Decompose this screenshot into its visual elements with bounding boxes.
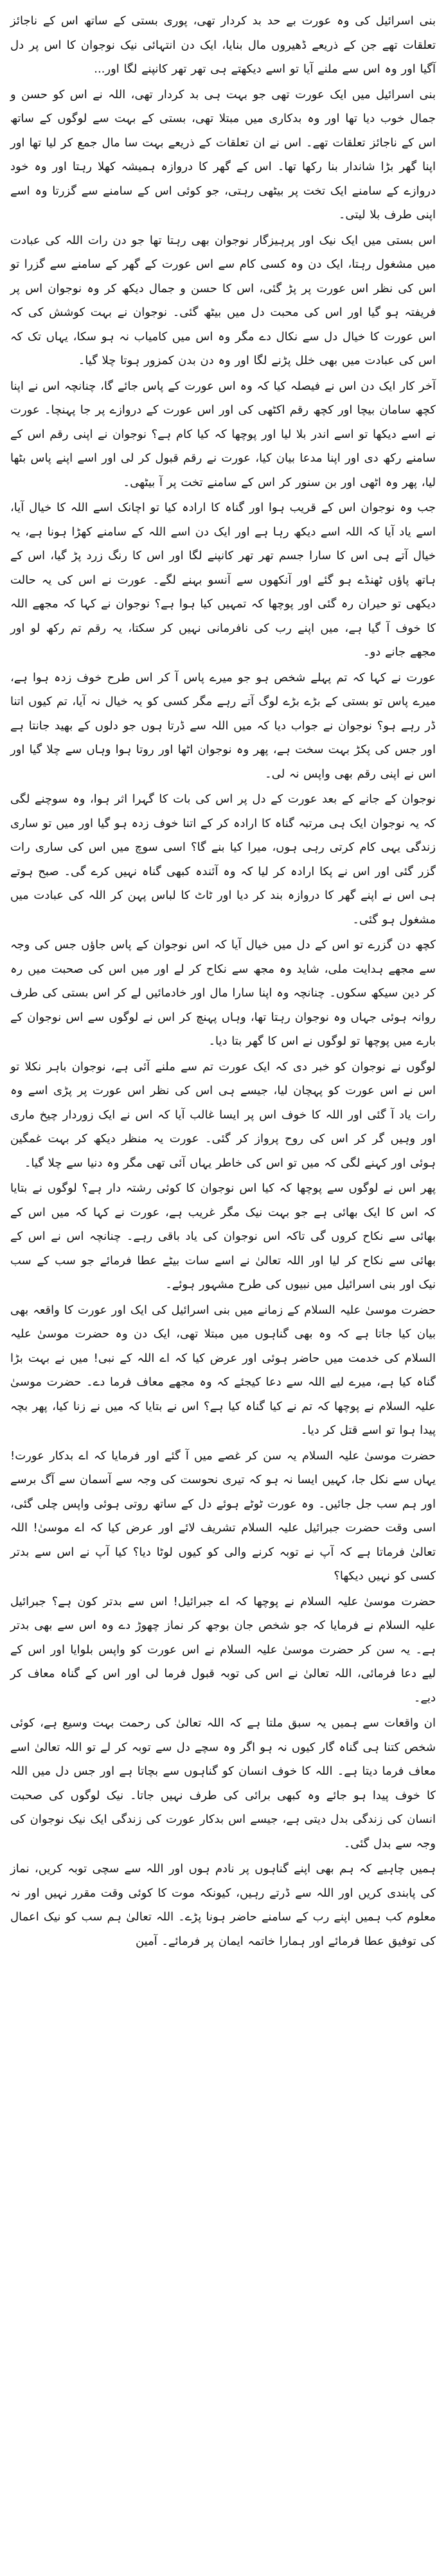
article-paragraph: جب وہ نوجوان اس کے قریب ہوا اور گناہ کا ارادہ کیا تو اچانک اسے اللہ کا خیال آیا، اسے یاد آیا کہ اللہ اسے دیکھ رہا ہے اور ایک دن اسے اللہ کے سامنے کھڑا ہونا ہے، یہ خیال آتے ہی اس کا سارا جسم تھر تھر کانپنے لگا اور اس کا رنگ زرد پڑ گیا، اس کے ہاتھ پاؤں ٹھنڈے ہو گئے اور آنکھوں سے آنسو بہنے لگے۔ عورت نے اس کی یہ حالت دیکھی تو حیران رہ گئی اور پوچھا کہ تمہیں کیا ہوا ہے؟ نوجوان نے کہا کہ مجھے اللہ کا خوف آ گیا ہے، میں اپنے رب کی نافرمانی نہیں کر سکتا، یہ رقم تم رکھ لو اور مجھے جانے دو۔	[10, 501, 436, 659]
article-paragraph: نوجوان کے جانے کے بعد عورت کے دل پر اس کی بات کا گہرا اثر ہوا، وہ سوچنے لگی کہ یہ نوجوان ایک ہی مرتبہ گناہ کا ارادہ کر کے اتنا خوف زدہ ہو گیا اور میں تو ساری زندگی یہی کام کرتی رہی ہوں، میرا کیا بنے گا؟ اسی سوچ میں اس کی ساری رات گزر گئی اور اس نے پکا ارادہ کر لیا کہ وہ آئندہ کبھی گناہ نہیں کرے گی۔ صبح ہوتے ہی اس نے اپنے گھر کا دروازہ بند کر دیا اور ٹاٹ کا لباس پہن کر اللہ کی عبادت میں مشغول ہو گئی۔	[10, 792, 436, 927]
article-paragraph: بنی اسرائیل کی وہ عورت بے حد بد کردار تھی، پوری بستی کے ساتھ اس کے ناجائز تعلقات تھے جن کے ذریعے ڈھیروں مال بنایا، ایک دن انتہائی نیک نوجوان کا اس پر دل آگیا اور وہ اس سے ملنے آیا تو اسے دیکھتے ہی تھر تھر کانپنے لگا اور...	[10, 14, 436, 76]
article-paragraph: ہمیں چاہیے کہ ہم بھی اپنے گناہوں پر نادم ہوں اور اللہ سے سچی توبہ کریں، نماز کی پابندی کریں اور اللہ سے ڈرتے رہیں، کیونکہ موت کا کوئی وقت مقرر نہیں اور نہ معلوم کب ہمیں اپنے رب کے سامنے حاضر ہونا پڑے۔ اللہ تعالیٰ ہم سب کو نیک اعمال کی توفیق عطا فرمائے اور ہمارا خاتمہ ایمان پر فرمائے۔ آمین	[10, 1862, 436, 1948]
article-paragraph: عورت نے کہا کہ تم پہلے شخص ہو جو میرے پاس آ کر اس طرح خوف زدہ ہوا ہے، میرے پاس تو بستی کے بڑے بڑے لوگ آتے رہے مگر کسی کو یہ خیال نہ آیا، تم کیوں اتنا ڈر رہے ہو؟ نوجوان نے جواب دیا کہ میں اللہ سے ڈرتا ہوں جو دلوں کے بھید جانتا ہے اور جس کی پکڑ بہت سخت ہے، پھر وہ نوجوان اٹھا اور روتا ہوا وہاں سے چلا گیا اور اس نے اپنی رقم بھی واپس نہ لی۔	[10, 670, 436, 781]
article-paragraph: بنی اسرائیل میں ایک عورت تھی جو بہت ہی بد کردار تھی، اللہ نے اس کو حسن و جمال خوب دیا تھا اور وہ بدکاری میں مبتلا تھی، بستی کے بہت سے لوگوں کے ساتھ اس کے ناجائز تعلقات تھے۔ اس نے ان تعلقات کے ذریعے بہت سا مال جمع کر لیا تھا اور اپنا گھر بڑا شاندار بنا رکھا تھا۔ اس کے گھر کا دروازہ ہمیشہ کھلا رہتا اور وہ خود دروازے کے سامنے ایک تخت پر بیٹھی رہتی، جو کوئی اس کے سامنے سے گزرتا وہ اسے اپنی طرف بلا لیتی۔	[10, 87, 436, 222]
article-paragraph: اس بستی میں ایک نیک اور پرہیزگار نوجوان بھی رہتا تھا جو دن رات اللہ کی عبادت میں مشغول رہتا، ایک دن وہ کسی کام سے اس عورت کے گھر کے سامنے سے گزرا تو اس کی نظر اس عورت پر پڑ گئی، اس کا حسن و جمال دیکھ کر وہ نوجوان اس پر فریفتہ ہو گیا اور اس کی محبت دل میں بیٹھ گئی۔ نوجوان نے بہت کوشش کی کہ اس عورت کا خیال دل سے نکال دے مگر وہ اس میں کامیاب نہ ہو سکا، یہاں تک کہ اس کی عبادت میں بھی خلل پڑنے لگا اور وہ دن بدن کمزور ہوتا چلا گیا۔	[10, 233, 436, 367]
article-paragraph: آخر کار ایک دن اس نے فیصلہ کیا کہ وہ اس عورت کے پاس جائے گا، چنانچہ اس نے اپنا کچھ سامان بیچا اور کچھ رقم اکٹھی کی اور اس عورت کے دروازے پر جا پہنچا۔ عورت نے اسے دیکھا تو اسے اندر بلا لیا اور پوچھا کہ کیا کام ہے؟ نوجوان نے اپنی رقم اس کے سامنے رکھ دی اور اپنا مدعا بیان کیا، عورت نے رقم قبول کر لی اور اسے اپنے پاس بٹھا لیا، پھر وہ اٹھی اور بن سنور کر اس کے سامنے تخت پر آ بیٹھی۔	[10, 379, 436, 489]
article-paragraph: ان واقعات سے ہمیں یہ سبق ملتا ہے کہ اللہ تعالیٰ کی رحمت بہت وسیع ہے، کوئی شخص کتنا ہی گناہ گار کیوں نہ ہو اگر وہ سچے دل سے توبہ کر لے تو اللہ تعالیٰ اسے معاف فرما دیتا ہے۔ اللہ کا خوف انسان کو گناہوں سے بچاتا ہے اور جس دل میں اللہ کا خوف پیدا ہو جائے وہ کبھی برائی کی طرف نہیں جاتا۔ نیک لوگوں کی صحبت انسان کی زندگی بدل دیتی ہے، جیسے اس بدکار عورت کی زندگی ایک نیک نوجوان کی وجہ سے بدل گئی۔	[10, 1716, 436, 1850]
article-paragraph: لوگوں نے نوجوان کو خبر دی کہ ایک عورت تم سے ملنے آئی ہے، نوجوان باہر نکلا تو اس نے اس عورت کو پہچان لیا، جیسے ہی اس کی نظر اس عورت پر پڑی اسے وہ رات یاد آ گئی اور اللہ کا خوف اس پر ایسا غالب آیا کہ اس نے ایک زوردار چیخ ماری اور وہیں گر کر اس کی روح پرواز کر گئی۔ عورت یہ منظر دیکھ کر بہت غمگین ہوئی اور کہنے لگی کہ میں تو اس کی خاطر یہاں آئی تھی مگر وہ دنیا سے چلا گیا۔	[10, 1059, 436, 1170]
article-paragraph: پھر اس نے لوگوں سے پوچھا کہ کیا اس نوجوان کا کوئی رشتہ دار ہے؟ لوگوں نے بتایا کہ اس کا ایک بھائی ہے جو بہت نیک مگر غریب ہے، عورت نے کہا کہ میں اس کے بھائی سے نکاح کروں گی تاکہ اس نوجوان کی یاد باقی رہے۔ چنانچہ اس نے اس کے بھائی سے نکاح کر لیا اور اللہ تعالیٰ نے اسے سات بیٹے عطا فرمائے جو سب کے سب نیک اور بنی اسرائیل میں نبیوں کی طرح مشہور ہوئے۔	[10, 1181, 436, 1291]
article-paragraph: حضرت موسیٰ علیہ السلام نے پوچھا کہ اے جبرائیل! اس سے بدتر کون ہے؟ جبرائیل علیہ السلام نے فرمایا کہ جو شخص جان بوجھ کر نماز چھوڑ دے وہ اس سے بھی بدتر ہے۔ یہ سن کر حضرت موسیٰ علیہ السلام نے اس عورت کو واپس بلوایا اور اس کے لیے دعا فرمائی، اللہ تعالیٰ نے اس کی توبہ قبول فرما لی اور اس کے گناہ معاف کر دیے۔	[10, 1594, 436, 1705]
article-paragraph: کچھ دن گزرے تو اس کے دل میں خیال آیا کہ اس نوجوان کے پاس جاؤں جس کی وجہ سے مجھے ہدایت ملی، شاید وہ مجھ سے نکاح کر لے اور میں اس کی صحبت میں رہ کر دین سیکھ سکوں۔ چنانچہ وہ اپنا سارا مال اور خادمائیں لے کر اس بستی کی طرف روانہ ہوئی جہاں وہ نوجوان رہتا تھا، وہاں پہنچ کر اس نے لوگوں سے اس نوجوان کے بارے میں پوچھا تو لوگوں نے اس کا گھر بتا دیا۔	[10, 938, 436, 1048]
article-paragraph: حضرت موسیٰ علیہ السلام کے زمانے میں بنی اسرائیل کی ایک اور عورت کا واقعہ بھی بیان کیا جاتا ہے کہ وہ بھی گناہوں میں مبتلا تھی، ایک دن وہ حضرت موسیٰ علیہ السلام کی خدمت میں حاضر ہوئی اور عرض کیا کہ اے اللہ کے نبی! میں نے بہت بڑا گناہ کیا ہے، میرے لیے اللہ سے دعا کیجئے کہ وہ مجھے معاف فرما دے۔ حضرت موسیٰ علیہ السلام نے پوچھا کہ تم نے کیا گناہ کیا ہے؟ اس نے بتایا کہ میں نے زنا کیا، پھر بچہ پیدا ہوا تو اسے قتل کر دیا۔	[10, 1303, 436, 1437]
article-paragraph: حضرت موسیٰ علیہ السلام یہ سن کر غصے میں آ گئے اور فرمایا کہ اے بدکار عورت! یہاں سے نکل جا، کہیں ایسا نہ ہو کہ تیری نحوست کی وجہ سے آسمان سے آگ برسے اور ہم سب جل جائیں۔ وہ عورت ٹوٹے ہوئے دل کے ساتھ روتی ہوئی واپس چلی گئی، اسی وقت حضرت جبرائیل علیہ السلام تشریف لائے اور عرض کیا کہ اے موسیٰ! اللہ تعالیٰ فرماتا ہے کہ آپ نے توبہ کرنے والی کو کیوں لوٹا دیا؟ کیا آپ نے اس سے بدتر کسی کو نہیں دیکھا؟	[10, 1449, 436, 1583]
article-body	[10, 9, 436, 1953]
